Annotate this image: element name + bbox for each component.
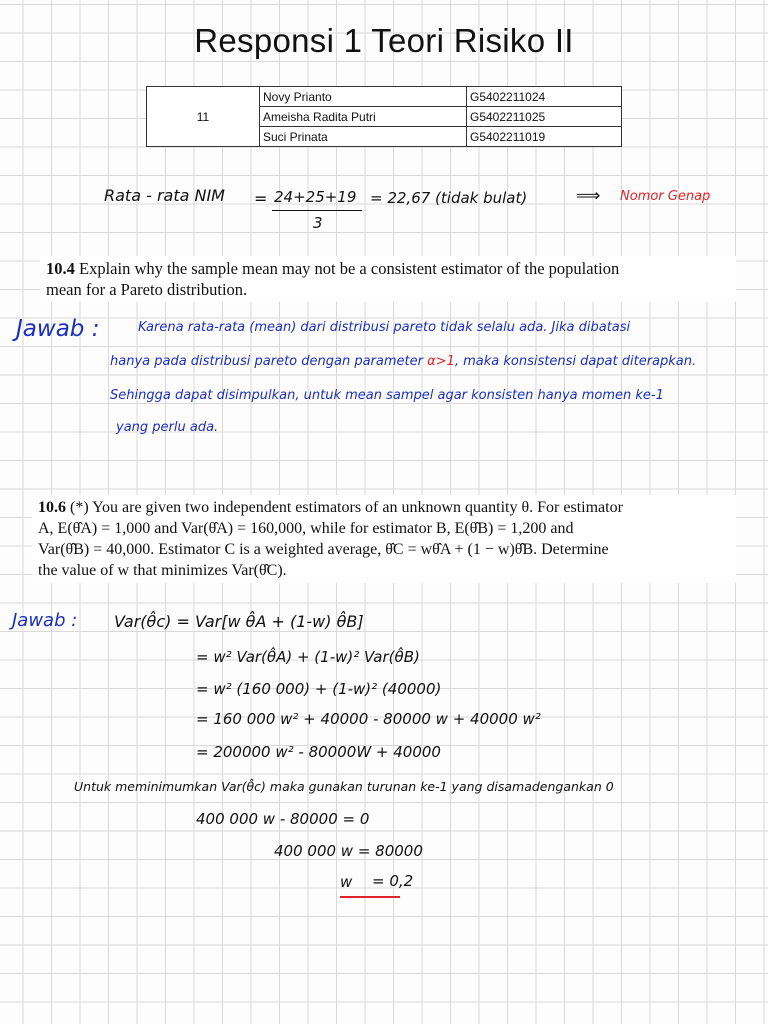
- problem-number: 10.6: [38, 499, 66, 516]
- derivation-step: = 160 000 w² + 40000 - 80000 w + 40000 w²: [196, 710, 541, 728]
- derivation-step: = 200000 w² - 80000W + 40000: [196, 743, 441, 761]
- derivation-step: = w² Var(θ̂A) + (1-w)² Var(θ̂B): [196, 648, 420, 666]
- derivation-step: Var(θ̂c) = Var[w θ̂A + (1-w) θ̂B]: [114, 612, 364, 631]
- table-row: [147, 87, 622, 107]
- member-nim: G5402211025: [467, 107, 622, 127]
- avg-numerator: 24+25+19: [274, 188, 357, 206]
- arrow-icon: ⟹: [576, 186, 601, 206]
- derivative-equation: 400 000 w - 80000 = 0: [196, 810, 370, 828]
- member-name: Novy Prianto: [260, 87, 467, 107]
- problem-text: Explain why the sample mean may not be a consistent estimator of the population: [79, 259, 620, 278]
- group-number: 11: [147, 87, 260, 147]
- group-members-table: [146, 86, 622, 147]
- avg-equals: =: [254, 189, 268, 208]
- answer-line: Karena rata-rata (mean) dari distribusi pareto tidak selalu ada. Jika dibatasi: [138, 320, 631, 335]
- solve-equation: 400 000 w = 80000: [274, 842, 423, 860]
- avg-conclusion: Nomor Genap: [620, 189, 711, 204]
- result-underline: [340, 896, 400, 898]
- answer-line: yang perlu ada.: [116, 420, 219, 435]
- derivation-step: = w² (160 000) + (1-w)² (40000): [196, 680, 442, 698]
- result-value: = 0,2: [372, 872, 414, 890]
- problem-number: 10.4: [46, 259, 75, 278]
- problem-10-4: [40, 256, 736, 302]
- member-name: Ameisha Radita Putri: [260, 107, 467, 127]
- answer-line: hanya pada distribusi pareto dengan parameter α>1, maka konsistensi dapat diterapkan.: [110, 354, 697, 369]
- page-title: Responsi 1 Teori Risiko II: [194, 22, 574, 59]
- member-name: Suci Prinata: [260, 127, 467, 147]
- problem-10-6: [32, 495, 736, 583]
- alpha-condition: α>1: [427, 354, 455, 369]
- problem-text: (*) You are given two independent estimators of an unknown quantity θ. For estimator: [70, 499, 623, 516]
- explanation-text: Untuk meminimumkan Var(θ̂c) maka gunakan turunan ke-1 yang disamadengankan 0: [74, 779, 614, 794]
- member-nim: G5402211024: [467, 87, 622, 107]
- answer-line: Sehingga dapat disimpulkan, untuk mean sampel agar konsisten hanya momen ke-1: [110, 388, 664, 403]
- result-variable: w: [340, 873, 353, 891]
- problem-text: the value of w that minimizes Var(θ̂C).: [38, 562, 287, 579]
- avg-result: = 22,67 (tidak bulat): [370, 189, 528, 207]
- problem-text: Var(θ̂B) = 40,000. Estimator C is a weighted average, θ̂C = wθ̂A + (1 − w)θ̂B. Determine: [38, 541, 609, 558]
- fraction-bar: [272, 210, 362, 211]
- avg-denominator: 3: [313, 214, 323, 232]
- problem-text: A, E(θ̂A) = 1,000 and Var(θ̂A) = 160,000, while for estimator B, E(θ̂B) = 1,200 and: [38, 520, 574, 537]
- avg-label: Rata - rata NIM: [104, 186, 225, 205]
- member-nim: G5402211019: [467, 127, 622, 147]
- answer-label: Jawab :: [16, 316, 100, 342]
- answer-label: Jawab :: [12, 610, 78, 631]
- problem-text: mean for a Pareto distribution.: [46, 280, 248, 299]
